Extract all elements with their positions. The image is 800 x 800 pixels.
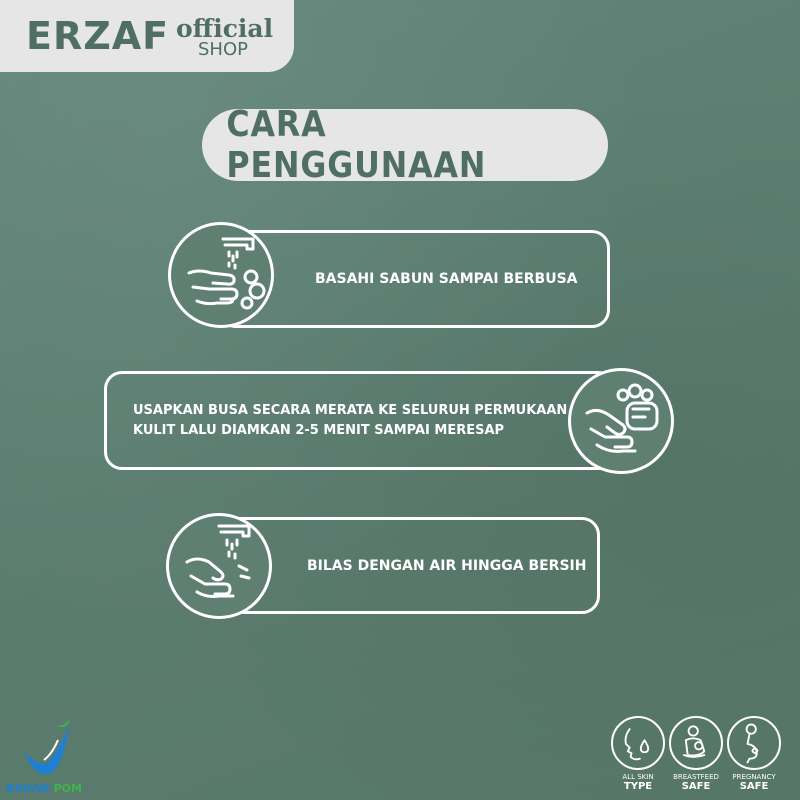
badge-breastfeed-safe [666,716,726,792]
breastfeeding-icon [669,716,723,770]
step-3-text: BILAS DENGAN AIR HINGGA BERSIH [307,557,587,574]
brand-shop: SHOP [198,39,248,60]
badge-3-line2: SAFE [739,781,769,792]
step-1-text: BASAHI SABUN SAMPAI BERBUSA [315,271,578,287]
badan-pom-logo [4,716,96,796]
badge-1-line2: TYPE [623,781,653,792]
wash-hands-faucet-icon [168,222,274,328]
badge-2-line1: BREASTFEED [673,773,719,781]
badge-1-line1: ALL SKIN [622,773,654,781]
step-1-card [218,230,610,328]
badge-all-skin-type [608,716,668,792]
badge-pregnancy-safe [724,716,784,792]
badge-2-line2: SAFE [681,781,711,792]
badge-3-line1: PREGNANCY [732,773,776,781]
step-2-card [104,371,616,470]
pom-pom-text: POM [53,782,82,795]
brand-header [0,0,294,72]
step-3-card [220,517,600,614]
pom-badan-text: BADAN [6,782,50,795]
title-banner [202,104,608,186]
step-2-text: USAPKAN BUSA SECARA MERATA KE SELURUH PERMUKAAN KULIT LALU DIAMKAN 2-5 MENIT SAMPAI MERESAP [133,402,568,438]
brand-official: official [176,14,274,43]
rinse-hands-icon [166,513,272,619]
page-title: CARA PENGGUNAAN [226,104,487,186]
face-drop-icon [611,716,665,770]
pregnancy-icon [727,716,781,770]
soap-hand-icon [568,368,674,474]
brand-name: ERZAF [26,14,170,58]
